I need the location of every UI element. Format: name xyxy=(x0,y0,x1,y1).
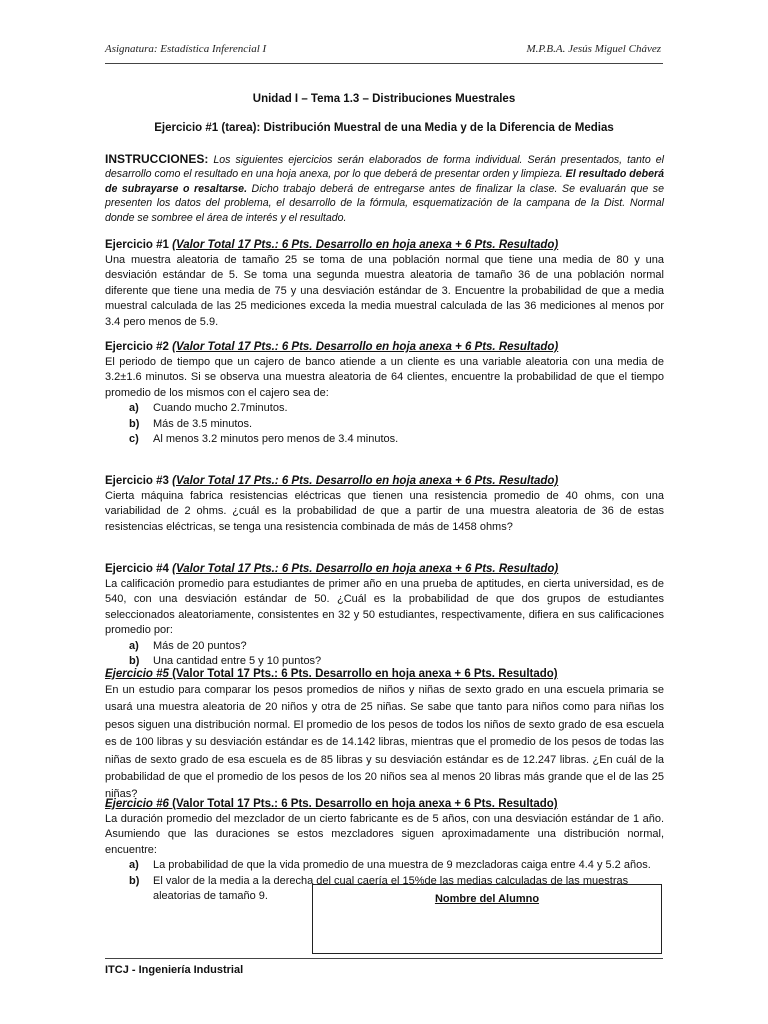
instructions-label: INSTRUCCIONES: xyxy=(105,152,209,166)
exercise-6-text: La duración promedio del mezclador de un cierto fabricante es de 5 años, con una desviación estándar de 1 año. Asumiendo que las duraciones se estos mezcladores siguen aproximadamente una distribución normal, encuentre: xyxy=(105,813,664,856)
exercise-6-points: (Valor Total 17 Pts.: 6 Pts. Desarrollo en hoja anexa + 6 Pts. Resultado) xyxy=(168,798,558,810)
exercise-2-title xyxy=(105,340,664,355)
student-name-box[interactable] xyxy=(312,884,662,954)
header-teacher: M.P.B.A. Jesús Miguel Chávez xyxy=(526,43,661,55)
exercise-2 xyxy=(105,340,664,447)
item-key: a) xyxy=(129,639,139,652)
exercise-5 xyxy=(105,667,664,804)
exercise-4-text: La calificación promedio para estudiantes de primer año en una prueba de aptitudes, en cierta universidad, es de 540, con una desviación estándar de 50. ¿Cuál es la probabilidad de que dos grupos de estudiantes seleccionados aleatoriamente, consistentes en 32 y 50 estudiantes, respectivamente, difiera en sus calificaciones promedio por: xyxy=(105,578,664,637)
item-text: Cuando mucho 2.7minutos. xyxy=(153,402,288,415)
item-text: Una cantidad entre 5 y 10 puntos? xyxy=(153,655,322,668)
exercise-2-items xyxy=(105,401,664,447)
exercise-5-text: En un estudio para comparar los pesos promedios de niños y niñas de sexto grado en una escuela primaria se usará una muestra aleatoria de 20 niños y otra de 25 niñas. Se sabe que tanto para niños como para niñas los pesos siguen una distribución normal. El promedio de los pesos de todos los niños de sexto grado de esa escuela es de 100 libras y su desviación estándar es de 14.142 libras, mientras que el promedio de los pesos de todas las niñas de sexto grado de esa escuela es de 85 libras y su desviación estándar es de 12.247 libras. ¿En cuál de la probabilidad de que el promedio de los pesos de los 20 niños sea al menos 20 libras más grande que el de las 25 niñas? xyxy=(105,684,664,801)
exercise-6-label: Ejercicio #6 xyxy=(105,798,169,810)
exercise-3-label: Ejercicio #3 xyxy=(105,475,173,487)
exercise-1-label: Ejercicio #1 xyxy=(105,239,173,251)
exercise-5-points: (Valor Total 17 Pts.: 6 Pts. Desarrollo en hoja anexa + 6 Pts. Resultado) xyxy=(168,668,558,680)
exercise-title: Ejercicio #1 (tarea): Distribución Muestral de una Media y de la Diferencia de Medias xyxy=(154,122,614,134)
item-text: El valor de la media a la derecha del cual caería el 15%de las medias calculadas de las muestras aleatorias de tamaño 9. xyxy=(153,874,629,903)
exercise-1-points: (Valor Total 17 Pts.: 6 Pts. Desarrollo en hoja anexa + 6 Pts. Resultado) xyxy=(172,239,559,251)
instructions-text-1: Los siguientes ejercicios serán elaborados de forma individual. Serán presentados, tanto el desarrollo como el resultado en una hoja anexa, por lo que deberá de presentar orden y limpieza. xyxy=(105,154,664,181)
item-text: Más de 3.5 minutos. xyxy=(153,417,253,430)
exercise-5-title xyxy=(105,667,664,682)
item-text: Más de 20 puntos? xyxy=(153,639,247,652)
list-item xyxy=(105,639,664,654)
list-item xyxy=(105,401,664,416)
exercise-3 xyxy=(105,474,664,535)
unit-title: Unidad I – Tema 1.3 – Distribuciones Muestrales xyxy=(252,93,516,105)
footer-rule xyxy=(105,958,663,959)
exercise-2-label: Ejercicio #2 xyxy=(105,341,173,353)
exercise-3-points: (Valor Total 17 Pts.: 6 Pts. Desarrollo en hoja anexa + 6 Pts. Resultado) xyxy=(172,475,559,487)
exercise-2-text: El periodo de tiempo que un cajero de banco atiende a un cliente es una variable aleatoria con una media de 3.2±1.6 minutos. Si se observa una muestra aleatoria de 64 clientes, encuentre la probabilidad de que el tiempo promedio de los mismos con el cajero sea de: xyxy=(105,356,664,399)
item-key: b) xyxy=(129,874,140,887)
item-text: Al menos 3.2 minutos pero menos de 3.4 minutos. xyxy=(153,433,399,446)
item-key: b) xyxy=(129,655,140,668)
exercise-2-points: (Valor Total 17 Pts.: 6 Pts. Desarrollo en hoja anexa + 6 Pts. Resultado) xyxy=(172,341,559,353)
exercise-3-text: Cierta máquina fabrica resistencias eléctricas que tienen una resistencia promedio de 40 ohms, con una variabilidad de 2 ohms. ¿cuál es la probabilidad de que a partir de una muestra aleatoria de 36 de estas resistencias eléctricas, se tenga una resistencia combinada de más de 1458 ohms? xyxy=(105,490,664,533)
instructions xyxy=(105,152,664,225)
item-key: b) xyxy=(129,417,140,430)
exercise-5-label: Ejercicio #5 xyxy=(105,668,169,680)
page-footer: ITCJ - Ingeniería Industrial xyxy=(105,964,244,976)
exercise-4-items xyxy=(105,639,664,670)
item-text: La probabilidad de que la vida promedio de una muestra de 9 mezcladoras caiga entre 4.4 y 5.2 años. xyxy=(153,859,651,872)
header-rule xyxy=(105,63,663,64)
exercise-4-title xyxy=(105,562,664,577)
list-item xyxy=(105,417,664,432)
exercise-4 xyxy=(105,562,664,669)
exercise-4-label: Ejercicio #4 xyxy=(105,563,173,575)
exercise-1-text: Una muestra aleatoria de tamaño 25 se toma de una población normal que tiene una media de 80 y una desviación estándar de 5. Se toma una segunda muestra aleatoria de tamaño 36 de una población normal diferente que tiene una media de 75 y una desviación estándar de 3. Encuentre la probabilidad de que a media muestral calculada de las 25 mediciones exceda la media muestral calculada de las 36 mediciones al menos por 3.4 pero menos de 5.9. xyxy=(105,254,664,328)
list-item xyxy=(105,432,664,447)
exercise-1 xyxy=(105,238,664,330)
exercise-6-title xyxy=(105,797,664,812)
item-key: c) xyxy=(129,433,139,446)
item-key: a) xyxy=(129,859,139,872)
instructions-emphasis: El resultado deberá de subrayarse o resaltarse. xyxy=(105,168,664,195)
student-name-label: Nombre del Alumno xyxy=(434,893,540,905)
instructions-text-2: Dicho trabajo deberá de entregarse antes de finalizar la clase. Se evaluarán que se presenten los datos del problema, el desarrollo de la fórmula, esquematización de la campana de la Dist. Normal donde se sombree el área de interés y el resultado. xyxy=(105,182,664,224)
exercise-1-title xyxy=(105,238,664,253)
list-item xyxy=(105,858,664,873)
item-key: a) xyxy=(129,402,139,415)
exercise-3-title xyxy=(105,474,664,489)
page-header xyxy=(105,43,661,61)
exercise-4-points: (Valor Total 17 Pts.: 6 Pts. Desarrollo en hoja anexa + 6 Pts. Resultado) xyxy=(172,563,559,575)
header-course: Asignatura: Estadística Inferencial I xyxy=(105,43,267,55)
